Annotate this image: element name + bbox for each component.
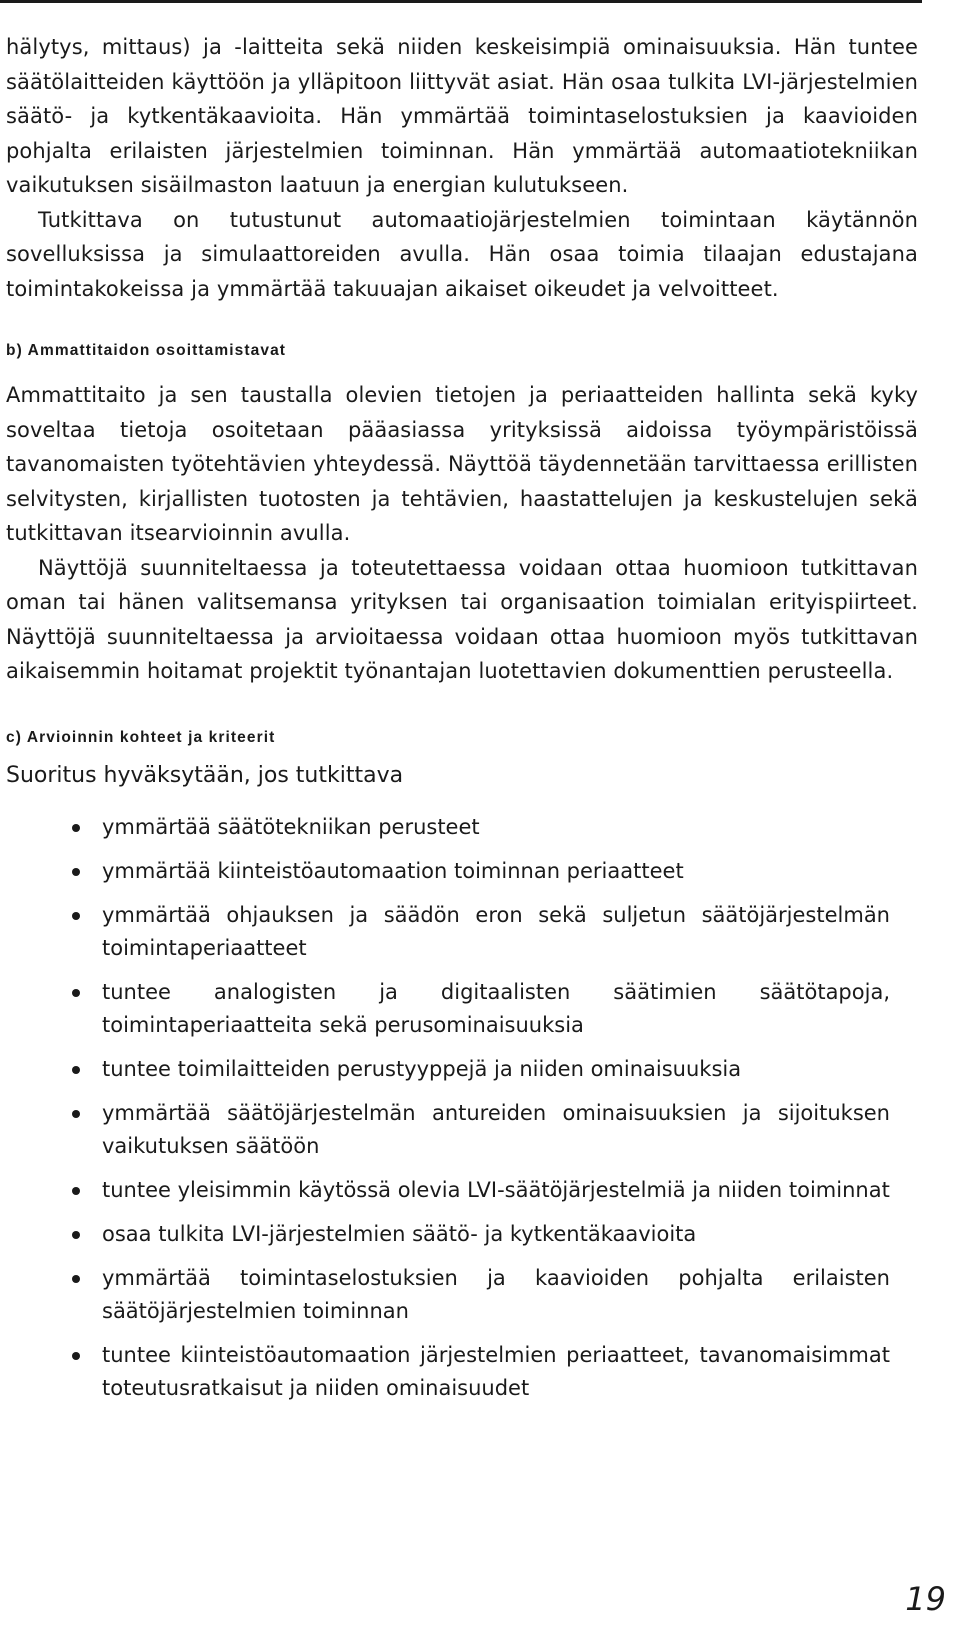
criteria-item	[6, 855, 918, 888]
criteria-item-text: tuntee kiinteistöautomaation järjestelmien periaatteet, tavanomaisimmat toteutusratkaisut ja niiden ominaisuudet	[102, 1342, 890, 1400]
section-b-paragraph-2: Näyttöjä suunniteltaessa ja toteutettaessa voidaan ottaa huomioon tutkittavan oman tai hänen valitsemansa yrityksen tai organisaation toimialan erityispiirteet. Näyttöjä suunniteltaessa ja arvioitaessa voidaan ottaa huomioon myös tutkittavan aikaisemmin hoitamat projektit työnantajan luotettavien dokumenttien perusteella.	[6, 555, 918, 683]
criteria-list	[6, 811, 918, 1405]
criteria-item	[6, 1339, 918, 1405]
criteria-item-text: ymmärtää säätöjärjestelmän antureiden ominaisuuksien ja sijoituksen vaikutuksen säätöön	[102, 1100, 890, 1158]
page-number: 19	[905, 1580, 946, 1618]
criteria-item-text: tuntee toimilaitteiden perustyyppejä ja niiden ominaisuuksia	[102, 1056, 742, 1081]
section-b-heading: b) Ammattitaidon osoittamistavat	[6, 342, 287, 359]
criteria-item	[6, 1218, 918, 1251]
criteria-item-text: ymmärtää kiinteistöautomaation toiminnan periaatteet	[102, 858, 684, 883]
criteria-item-text: ymmärtää ohjauksen ja säädön eron sekä suljetun säätöjärjestelmän toimintaperiaatteet	[102, 902, 890, 960]
bullet-icon	[72, 989, 80, 997]
section-a-paragraph-2: Tutkittava on tutustunut automaatiojärjestelmien toimintaan käytännön sovelluksissa ja simulaattoreiden avulla. Hän osaa toimia tilaajan edustajana toimintakokeissa ja ymmärtää takuuajan aikaiset oikeudet ja velvoitteet.	[6, 207, 918, 301]
section-c-heading: c) Arvioinnin kohteet ja kriteerit	[6, 728, 276, 746]
criteria-item	[6, 1097, 918, 1163]
bullet-icon	[72, 868, 80, 876]
criteria-item	[6, 899, 918, 965]
section-b-paragraph-1: Ammattitaito ja sen taustalla olevien tietojen ja periaatteiden hallinta sekä kyky soveltaa tietoja osoitetaan pääasiassa yrityksissä aidoissa työympäristöissä tavanomaisten työtehtävien yhteydessä. Näyttöä täydennetään tarvittaessa erillisten selvitysten, kirjallisten tuotosten ja tehtävien, haastattelujen ja keskustelujen sekä tutkittavan itsearvioinnin avulla.	[6, 383, 918, 545]
page-content	[6, 30, 918, 1416]
criteria-item-text: tuntee analogisten ja digitaalisten säätimien säätötapoja, toimintaperiaatteita sekä perusominaisuuksia	[102, 979, 890, 1037]
bullet-icon	[72, 1187, 80, 1195]
bullet-icon	[72, 1231, 80, 1239]
criteria-item	[6, 1262, 918, 1328]
bullet-icon	[72, 824, 80, 832]
criteria-item-text: tuntee yleisimmin käytössä olevia LVI-säätöjärjestelmiä ja niiden toiminnat	[102, 1177, 890, 1202]
criteria-item	[6, 811, 918, 844]
criteria-item	[6, 1174, 918, 1207]
bullet-icon	[72, 1275, 80, 1283]
bullet-icon	[72, 1066, 80, 1074]
section-a-continuation: hälytys, mittaus) ja -laitteita sekä niiden keskeisimpiä ominaisuuksia. Hän tuntee säätölaitteiden käyttöön ja ylläpitoon liittyvät asiat. Hän osaa tulkita LVI-järjestelmien säätö- ja kytkentäkaavioita. Hän ymmärtää toimintaselostuksien ja kaavioiden pohjalta erilaisten järjestelmien toiminnan. Hän ymmärtää automaatiotekniikan vaikutuksen sisäilmaston laatuun ja energian kulutukseen.	[6, 35, 918, 197]
criteria-item-text: ymmärtää säätötekniikan perusteet	[102, 814, 480, 839]
bullet-icon	[72, 912, 80, 920]
top-rule	[0, 0, 922, 3]
bullet-icon	[72, 1110, 80, 1118]
criteria-item-text: osaa tulkita LVI-järjestelmien säätö- ja kytkentäkaavioita	[102, 1221, 697, 1246]
criteria-item-text: ymmärtää toimintaselostuksien ja kaavioiden pohjalta erilaisten säätöjärjestelmien toiminnan	[102, 1265, 890, 1323]
criteria-item	[6, 976, 918, 1042]
criteria-intro: Suoritus hyväksytään, jos tutkittava	[6, 762, 404, 788]
criteria-item	[6, 1053, 918, 1086]
bullet-icon	[72, 1352, 80, 1360]
